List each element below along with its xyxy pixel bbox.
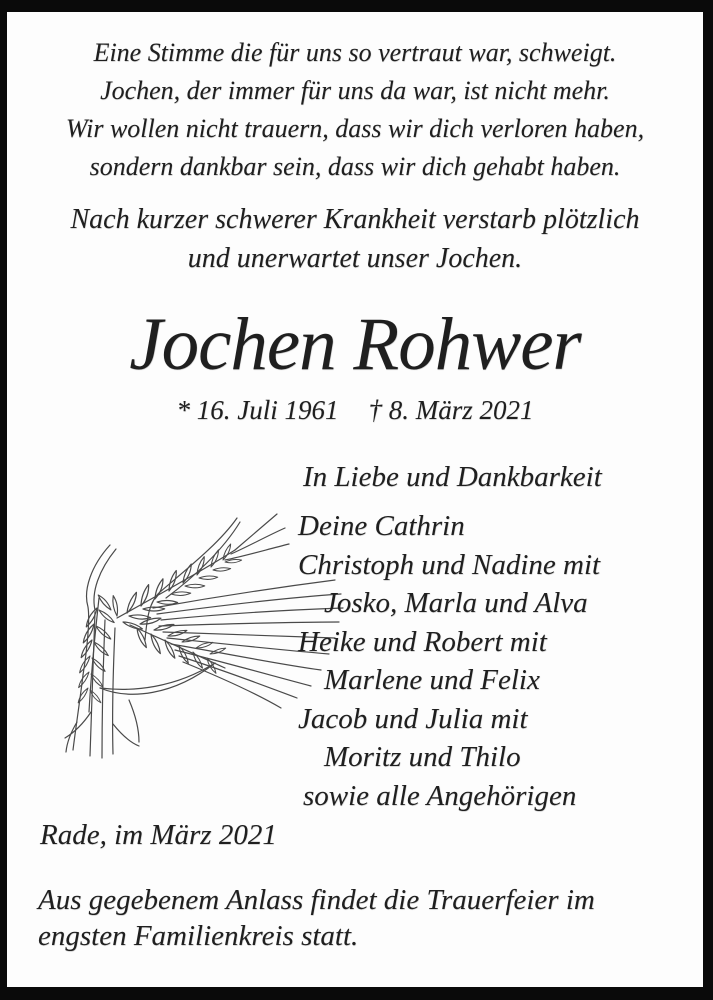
- poem-line: sondern dankbar sein, dass wir dich gehabt haben.: [89, 152, 621, 181]
- poem-line: Wir wollen nicht trauern, dass wir dich verloren haben,: [65, 114, 645, 143]
- obituary-card: [7, 12, 703, 987]
- mourner-line: Marlene und Felix: [324, 664, 540, 696]
- death-date: † 8. März 2021: [368, 395, 534, 425]
- mourner-line: Josko, Marla und Alva: [324, 587, 588, 619]
- mourner-line: Heike und Robert mit: [298, 625, 547, 658]
- funeral-notice-line: engsten Familienkreis statt.: [38, 920, 359, 952]
- mourner-line: sowie alle Angehörigen: [303, 779, 577, 812]
- memorial-poem: [7, 34, 703, 186]
- mourner-line: Deine Cathrin: [298, 510, 465, 542]
- tribute-heading: In Liebe und Dankbarkeit: [303, 461, 602, 493]
- mourner-line: Moritz und Thilo: [324, 741, 521, 773]
- funeral-notice: [38, 882, 595, 954]
- birth-date: * 16. Juli 1961: [176, 395, 339, 425]
- death-announcement: [7, 200, 703, 278]
- deceased-name: Jochen Rohwer: [129, 303, 581, 386]
- mourners-list: [298, 507, 600, 815]
- poem-line: Jochen, der immer für uns da war, ist nicht mehr.: [100, 76, 610, 105]
- announcement-line: und unerwartet unser Jochen.: [187, 243, 523, 274]
- life-dates: [7, 395, 703, 426]
- funeral-notice-line: Aus gegebenem Anlass findet die Trauerfeier im: [38, 884, 595, 916]
- mourner-line: Jacob und Julia mit: [298, 702, 528, 735]
- announcement-line: Nach kurzer schwerer Krankheit verstarb plötzlich: [70, 204, 640, 235]
- poem-line: Eine Stimme die für uns so vertraut war, schweigt.: [93, 38, 617, 67]
- place-and-date: Rade, im März 2021: [40, 819, 277, 851]
- mourner-line: Christoph und Nadine mit: [298, 548, 601, 581]
